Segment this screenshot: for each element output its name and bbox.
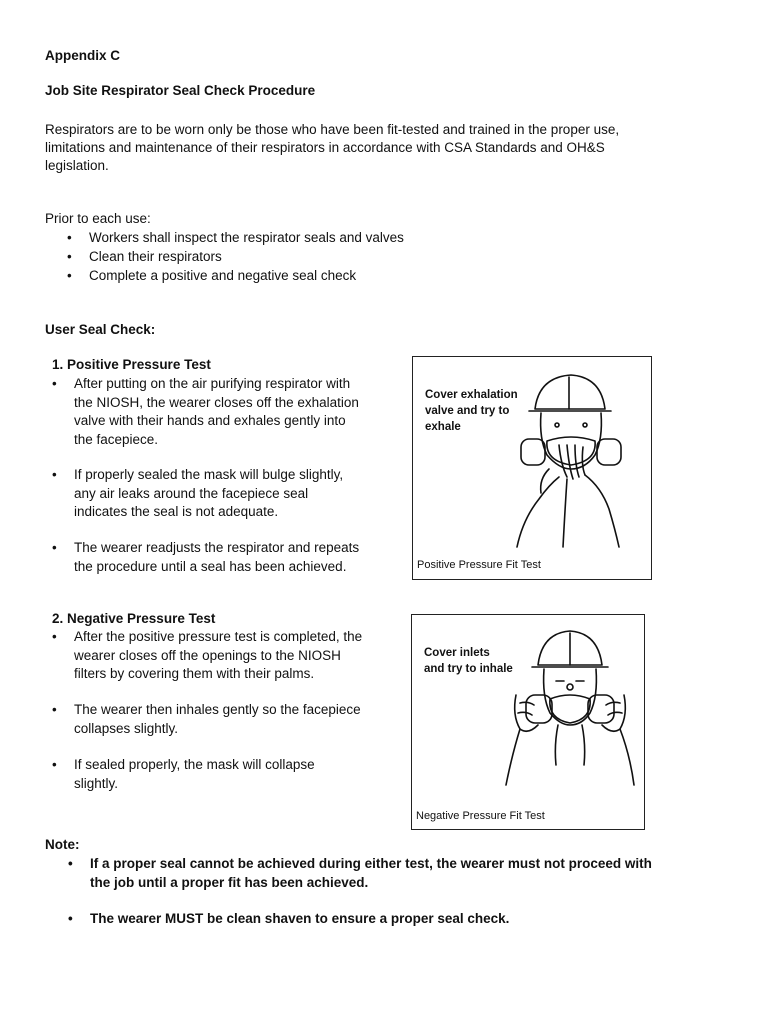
- intro-line: limitations and maintenance of their respirators in accordance with CSA Standards and OH&S: [45, 140, 605, 155]
- negative-figure-label: Cover inlets and try to inhale: [424, 647, 513, 675]
- bullet: •: [52, 540, 57, 555]
- user-seal-heading: User Seal Check:: [45, 322, 156, 337]
- page-title: Job Site Respirator Seal Check Procedure: [45, 83, 316, 98]
- bullet: •: [67, 230, 72, 245]
- bullet: •: [52, 629, 57, 644]
- bullet: •: [67, 249, 72, 264]
- bullet: •: [67, 268, 72, 283]
- intro-line: Respirators are to be worn only be those who have been fit-tested and trained in the proper use,: [45, 122, 620, 137]
- bullet: •: [52, 757, 57, 772]
- positive-figure-caption: Positive Pressure Fit Test: [417, 559, 541, 571]
- negative-pressure-figure: [411, 614, 645, 830]
- worker-exhale-illustration: [509, 369, 629, 549]
- intro-paragraph: [45, 121, 619, 175]
- appendix-label: Appendix C: [45, 48, 121, 63]
- bullet: •: [52, 702, 57, 717]
- bullet: •: [52, 467, 57, 482]
- worker-inhale-illustration: [498, 625, 638, 805]
- intro-line: legislation.: [45, 158, 109, 173]
- negative-figure-caption: Negative Pressure Fit Test: [416, 810, 545, 822]
- bullet: •: [52, 376, 57, 391]
- bullet: •: [68, 856, 73, 871]
- prior-heading: Prior to each use:: [45, 211, 151, 226]
- negative-test-heading: 2. Negative Pressure Test: [52, 611, 216, 626]
- positive-pressure-figure: [412, 356, 652, 580]
- positive-figure-label: Cover exhalation valve and try to exhale: [425, 389, 518, 433]
- note-heading: Note:: [45, 837, 80, 852]
- bullet: •: [68, 911, 73, 926]
- positive-test-heading: 1. Positive Pressure Test: [52, 357, 211, 372]
- document-page: Appendix C Job Site Respirator Seal Check Procedure Respirators are to be worn only be those who have been fit-tested and trained in the proper use, limitations and maintenance of their respirators in accordance with CSA Standards and OH&S legislation. Prior to each use: • Workers shall inspect the respirator seals and valves • Clean their respirators • Complete a positive and negative seal check User Seal Check: 1. Positive Pressure Test • After putting on the air purifying respirator with the NIOSH, the wearer closes off the exhalation valve with their hands and exhales gently into the facepiece. • If properly sealed the mask will bulge slightly, any air leaks around the facepiece seal indicates the seal is not adequate. • The wearer readjusts the respirator and repeats the procedure until a seal has been achieved. Cover exhalation valve and try to exhale Positive Pressure Fit Test 2. Negative Pressure Test • After the positive pressure test is completed, the wearer closes off the openings to the NIOSH filters by covering them with their palms. • The wearer then inhales gently so the facepiece collapses slightly. • If sealed properly, the mask will collapse slightly. Cover inlets and try to inhale Negative Pressure Fit Test Note: • If a proper seal cannot be achieved during either test, the wearer must not proceed with the job until a proper fit has been achieved. • The wearer MUST be clean shaven to ensure a proper seal check.: [0, 0, 768, 1024]
